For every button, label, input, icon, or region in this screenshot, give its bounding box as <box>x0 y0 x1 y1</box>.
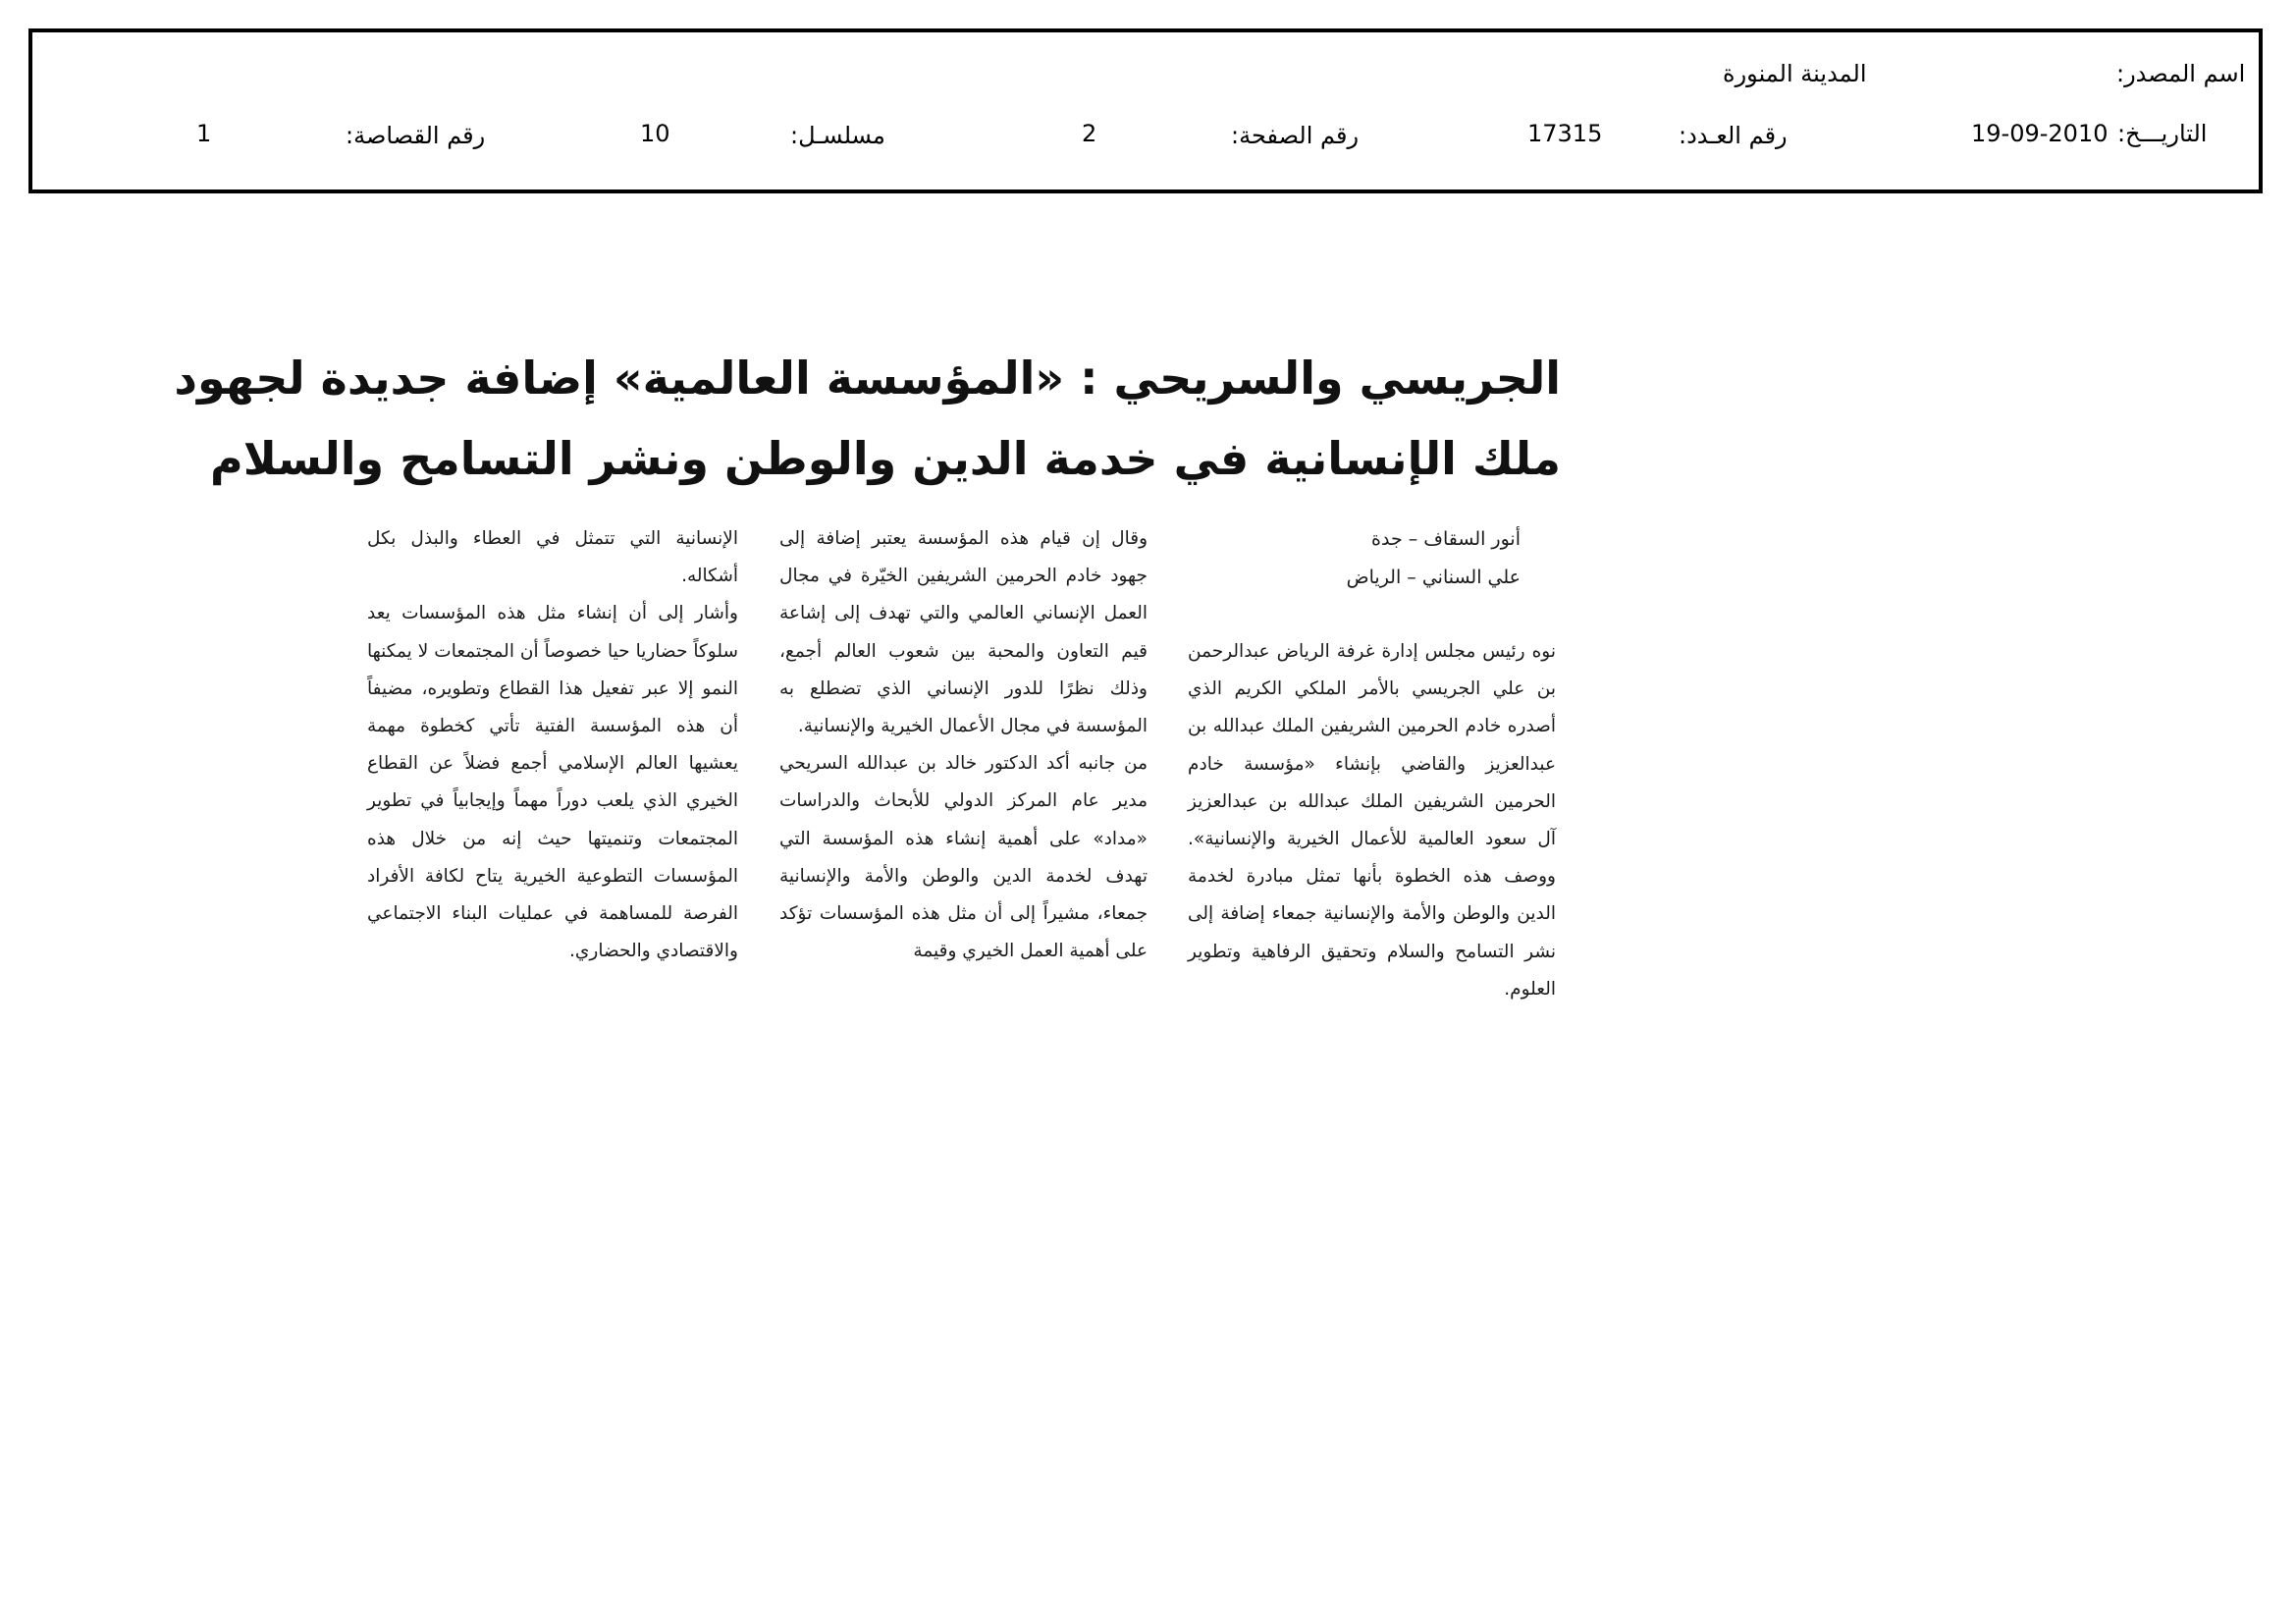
column-3-paragraph-1: الإنسانية التي تتمثل في العطاء والبذل بكل أشكاله. <box>367 528 738 587</box>
page-label: رقم الصفحة: <box>1231 122 1360 149</box>
serial-value: 10 <box>640 120 670 147</box>
byline-riyadh: علي السناني – الرياض <box>1346 567 1521 588</box>
byline-jeddah: أنور السقاف – جدة <box>1371 528 1521 550</box>
column-3-paragraph-2: وأشار إلى أن إنشاء مثل هذه المؤسسات يعد سلوكاً حضاريا حيا خصوصاً أن المجتمعات لا يمكنها النمو إلا عبر تفعيل هذا القطاع وتطويره، مضيفاً أن هذه المؤسسة الفتية تأتي كخطوة مهمة يعشيها العالم الإسلامي أجمع فضلاً عن القطاع الخيري الذي يلعب دوراً مهماً وإيجابياً في تطوير المجتمعات وتنميتها حيث إنه من خلال هذه المؤسسات التطوعية الخيرية يتاح لكافة الأفراد الفرصة للمساهمة في عمليات البناء الاجتماعي والاقتصادي والحضاري. <box>367 603 738 962</box>
issue-value: 17315 <box>1527 120 1603 147</box>
column-1-paragraph: نوه رئيس مجلس إدارة غرفة الرياض عبدالرحمن بن علي الجريسي بالأمر الملكي الكريم الذي أصدره خادم الحرمين الشريفين الملك عبدالله بن عبدالعزيز والقاضي بإنشاء «مؤسسة خادم الحرمين الشريفين الملك عبدالله بن عبدالعزيز آل سعود العالمية للأعمال الخيرية والإنسانية». ووصف هذه الخطوة بأنها تمثل مبادرة لخدمة الدين والوطن والأمة والإنسانية جمعاء إضافة إلى نشر التسامح والسلام وتحقيق الرفاهية وتطوير العلوم. <box>1188 641 1556 1000</box>
clipping-metadata-box <box>28 28 2263 193</box>
column-2-paragraph-2: من جانبه أكد الدكتور خالد بن عبدالله السريحي مدير عام المركز الدولي للأبحاث والدراسات «مداد» على أهمية إنشاء هذه المؤسسة التي تهدف لخدمة الدين والوطن والأمة والإنسانية جمعاء، مشيراً إلى أن مثل هذه المؤسسات تؤكد على أهمية العمل الخيري وقيمة <box>779 753 1148 962</box>
headline-line-1: الجريسي والسريحي : «المؤسسة العالمية» إضافة جديدة لجهود <box>174 352 1561 405</box>
date-label: التاريـــخ: <box>2117 120 2208 147</box>
article-column-1 <box>1188 633 1556 1008</box>
headline-line-2: ملك الإنسانية في خدمة الدين والوطن ونشر التسامح والسلام <box>210 432 1561 485</box>
clip-label: رقم القصاصة: <box>346 122 486 149</box>
date-value: 19-09-2010 <box>1971 120 2109 147</box>
clip-value: 1 <box>196 120 212 147</box>
column-2-paragraph-1: وقال إن قيام هذه المؤسسة يعتبر إضافة إلى جهود خادم الحرمين الشريفين الخيّرة في مجال العمل الإنساني العالمي والتي تهدف إلى إشاعة قيم التعاون والمحبة بين شعوب العالم أجمع، وذلك نظرًا للدور الإنساني الذي تضطلع به المؤسسة في مجال الأعمال الخيرية والإنسانية. <box>779 528 1148 737</box>
article-column-3 <box>367 520 738 970</box>
serial-label: مسلسـل: <box>790 122 885 149</box>
article-column-2 <box>779 520 1148 970</box>
source-label: اسم المصدر: <box>2116 60 2246 87</box>
source-value: المدينة المنورة <box>1723 60 1867 87</box>
page-value: 2 <box>1082 120 1097 147</box>
issue-label: رقم العـدد: <box>1679 122 1788 149</box>
